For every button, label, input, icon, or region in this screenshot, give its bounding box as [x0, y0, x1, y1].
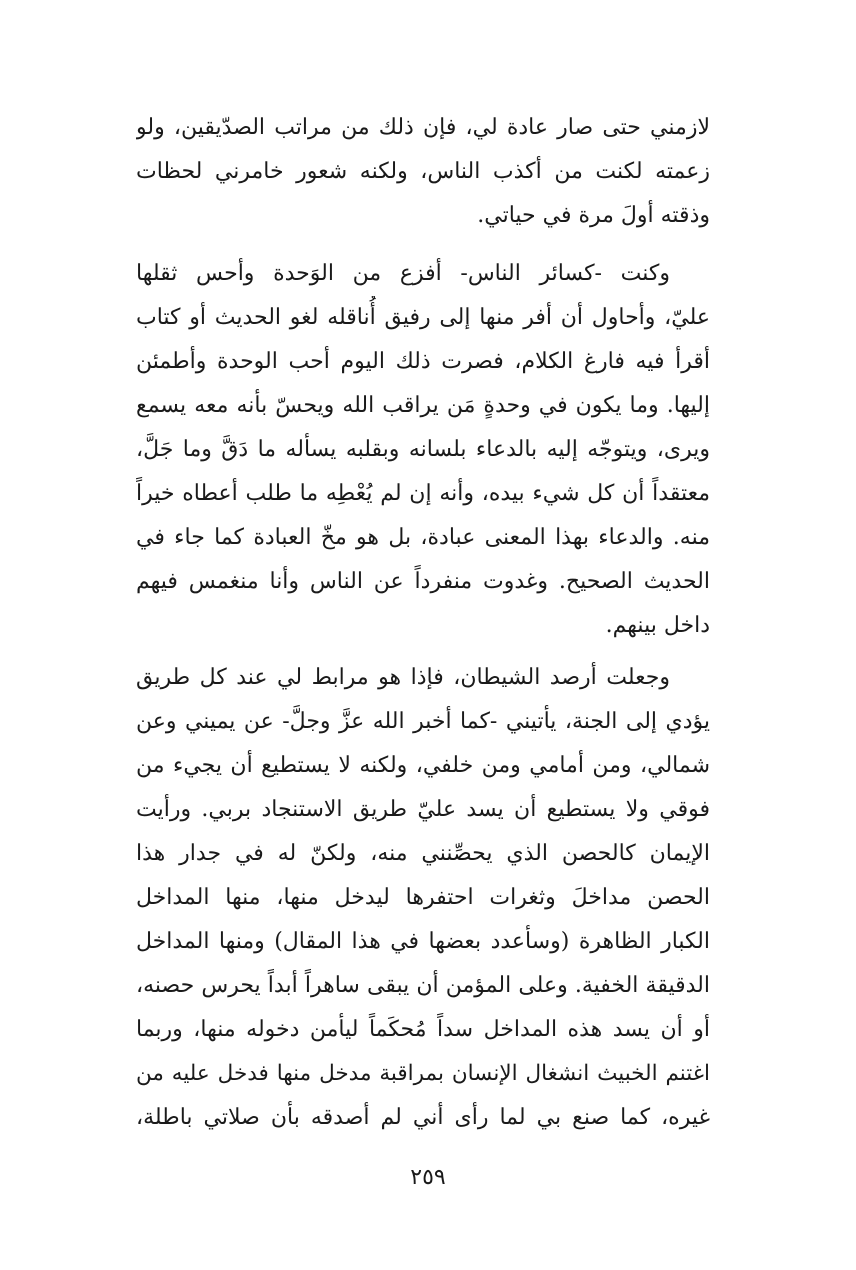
page-number: ٢٥٩	[410, 1165, 446, 1190]
text-line: يؤدي إلى الجنة، يأتيني -كما أخبر الله عزَّ وجلَّ- عن يميني وعن	[136, 709, 710, 734]
text-line: الإيمان كالحصن الذي يحصِّنني منه، ولكنّ له في جدار هذا	[136, 841, 710, 866]
text-line: منه. والدعاء بهذا المعنى عبادة، بل هو مخّ العبادة كما جاء في	[136, 525, 710, 550]
text-line: زعمته لكنت من أكذب الناس، ولكنه شعور خامرني لحظات	[136, 159, 710, 184]
paragraph-2	[136, 252, 710, 648]
text-line: اغتنم الخبيث انشغال الإنسان بمراقبة مدخل منها فدخل عليه من	[136, 1061, 710, 1086]
text-line: شمالي، ومن أمامي ومن خلفي، ولكنه لا يستطيع أن يجيء من	[136, 753, 710, 778]
text-line: الحديث الصحيح. وغدوت منفرداً عن الناس وأنا منغمس فيهم	[136, 569, 710, 594]
text-line: لازمني حتى صار عادة لي، فإن ذلك من مراتب الصدّيقين، ولو	[136, 115, 710, 140]
text-line: معتقداً أن كل شيء بيده، وأنه إن لم يُعْطِه ما طلب أعطاه خيراً	[136, 481, 710, 506]
text-line: ويرى، ويتوجّه إليه بالدعاء بلسانه وبقلبه يسأله ما دَقَّ وما جَلَّ،	[136, 437, 710, 462]
text-line: أقرأ فيه فارغ الكلام، فصرت ذلك اليوم أحب الوحدة وأطمئن	[136, 349, 710, 374]
text-line: الدقيقة الخفية. وعلى المؤمن أن يبقى ساهراً أبداً يحرس حصنه،	[136, 973, 710, 998]
text-line: إليها. وما يكون في وحدةٍ مَن يراقب الله ويحسّ بأنه معه يسمع	[136, 393, 710, 418]
text-line: غيره، كما صنع بي لما رأى أني لم أصدقه بأن صلاتي باطلة،	[136, 1105, 710, 1130]
text-line: فوقي ولا يستطيع أن يسد عليّ طريق الاستنجاد بربي. ورأيت	[136, 797, 710, 822]
text-line: داخل بينهم.	[605, 613, 710, 638]
text-line: وجعلت أرصد الشيطان، فإذا هو مرابط لي عند كل طريق	[136, 665, 670, 690]
paragraph-1	[136, 106, 710, 238]
text-line: وكنت -كسائر الناس- أفزع من الوَحدة وأحس ثقلها	[136, 261, 670, 286]
text-line: الكبار الظاهرة (وسأعدد بعضها في هذا المقال) ومنها المداخل	[136, 929, 710, 954]
text-line: عليّ، وأحاول أن أفر منها إلى رفيق أُناقله لغو الحديث أو كتاب	[136, 305, 710, 330]
text-line: وذقته أولَ مرة في حياتي.	[477, 203, 710, 228]
paragraph-3	[136, 656, 710, 1140]
text-line: أو أن يسد هذه المداخل سداً مُحكَماً ليأمن دخوله منها، وربما	[136, 1017, 710, 1042]
text-line: الحصن مداخلَ وثغرات احتفرها ليدخل منها، منها المداخل	[136, 885, 710, 910]
